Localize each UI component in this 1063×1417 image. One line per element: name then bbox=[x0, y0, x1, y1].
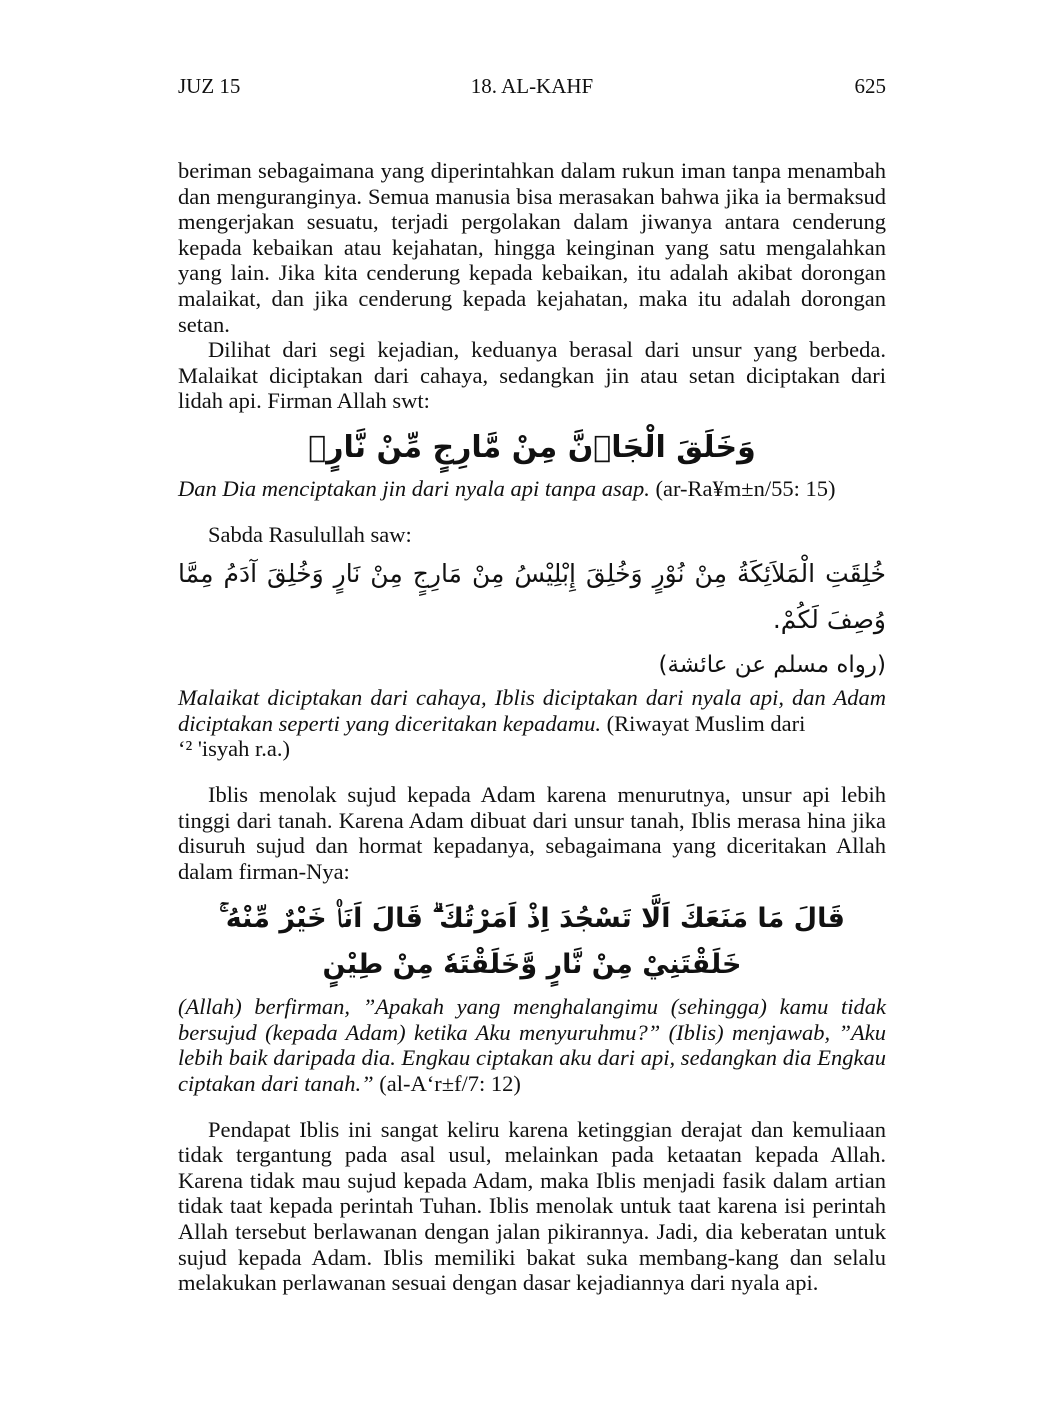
hadith-translation bbox=[178, 685, 886, 762]
paragraph-iblis-opinion: Pendapat Iblis ini sangat keliru karena ketinggian derajat dan kemuliaan tidak tergantung pada asal usul, melainkan pada ketaatan kepada Allah. Karena tidak mau sujud kepada Adam, maka Iblis menjadi fasik dalam artian tidak taat kepada perintah Tuhan. Iblis menolak untuk taat karena isi perintah Allah tersebut berlawanan dengan jalan pikirannya. Jadi, dia keberatan untuk sujud kepada Adam. Iblis memiliki bakat suka membang-kang dan selalu melakukan perlawanan sesuai dengan dasar kejadiannya dari nyala api. bbox=[178, 1116, 886, 1296]
surah-title: 18. AL-KAHF bbox=[470, 74, 594, 98]
verse-translation-2 bbox=[178, 994, 886, 1096]
hadith-arabic: خُلِقَتِ الْمَلاَئِكَةُ مِنْ نُوْرٍ وَخُلِقَ إِبْلِيْسُ مِنْ مَارِجٍ مِنْ نَارٍ وَخُلِقَ آدَمُ مِمَّا وُصِفَ لَكُمْ. bbox=[178, 559, 886, 635]
quran-verse-arrahman: وَخَلَقَ الْجَاۤنَّ مِنْ مَّارِجٍ مِّنْ نَّارٍۚ bbox=[308, 429, 756, 465]
hadith-translation-text: Malaikat diciptakan dari cahaya, Iblis diciptakan dari nyala api, dan Adam diciptakan seperti yang diceritakan kepadamu. bbox=[178, 685, 886, 736]
paragraph-iblis-refusal: Iblis menolak sujud kepada Adam karena menurutnya, unsur api lebih tinggi dari tanah. Karena Adam dibuat dari unsur tanah, Iblis merasa hina jika disuruh sujud dan hormat kepadanya, sebagaimana yang diceritakan Allah dalam firman-Nya: bbox=[178, 781, 886, 884]
running-header bbox=[178, 74, 886, 104]
verse-translation-1 bbox=[178, 476, 886, 502]
hadith-intro: Sabda Rasulullah saw: bbox=[208, 521, 412, 547]
page-number: 625 bbox=[854, 74, 886, 98]
verse-reference: (ar-Ra¥m±n/55: 15) bbox=[655, 475, 836, 501]
hadith-reference-cont: ‘² 'isyah r.a.) bbox=[178, 736, 291, 762]
paragraph-creation: Dilihat dari segi kejadian, keduanya berasal dari unsur yang berbeda. Malaikat diciptakan dari cahaya, sedangkan jin atau setan diciptakan dari lidah api. Firman Allah swt: bbox=[178, 337, 886, 414]
paragraph-continuation: beriman sebagaimana yang diperintahkan dalam rukun iman tanpa menambah dan menguranginya. Semua manusia bisa merasakan bahwa jika ia bermaksud mengerjakan sesuatu, terjadi pergolakan dalam jiwanya antara cenderung kepada kebaikan atau kejahatan, hingga keinginan yang satu mengalahkan yang lain. Jika kita cenderung kepada kebaikan, itu adalah akibat dorongan malaikat, dan jika cenderung kepada kejahatan, maka itu adalah dorongan setan. bbox=[178, 158, 886, 337]
hadith-reference: (Riwayat Muslim dari bbox=[606, 710, 806, 736]
quran-verse-alaraf: قَالَ مَا مَنَعَكَ اَلَّا تَسْجُدَ اِذْ اَمَرْتُكَ ۗ قَالَ اَنَا۠ خَيْرٌ مِّنْهُ ۚ خَلَقْتَنِيْ مِنْ نَّارٍ وَّخَلَقْتَهٗ مِنْ طِيْنٍ bbox=[219, 903, 845, 981]
hadith-narration: (رواه مسلم عن عائشة) bbox=[658, 652, 886, 679]
page-body bbox=[178, 158, 886, 1296]
verse-translation-text: (Allah) berfirman, ”Apakah yang menghalangimu (sehingga) kamu tidak bersujud (kepada Adam) ketika Aku menyuruhmu?” (Iblis) menjawab, ”Aku lebih baik daripada dia. Engkau ciptakan aku dari api, sedangkan dia Engkau ciptakan dari tanah.” bbox=[178, 994, 886, 1097]
verse-reference: (al-A‘r±f/7: 12) bbox=[379, 1071, 521, 1097]
juz-label: JUZ 15 bbox=[178, 74, 241, 98]
verse-translation-text: Dan Dia menciptakan jin dari nyala api tanpa asap. bbox=[178, 475, 650, 501]
